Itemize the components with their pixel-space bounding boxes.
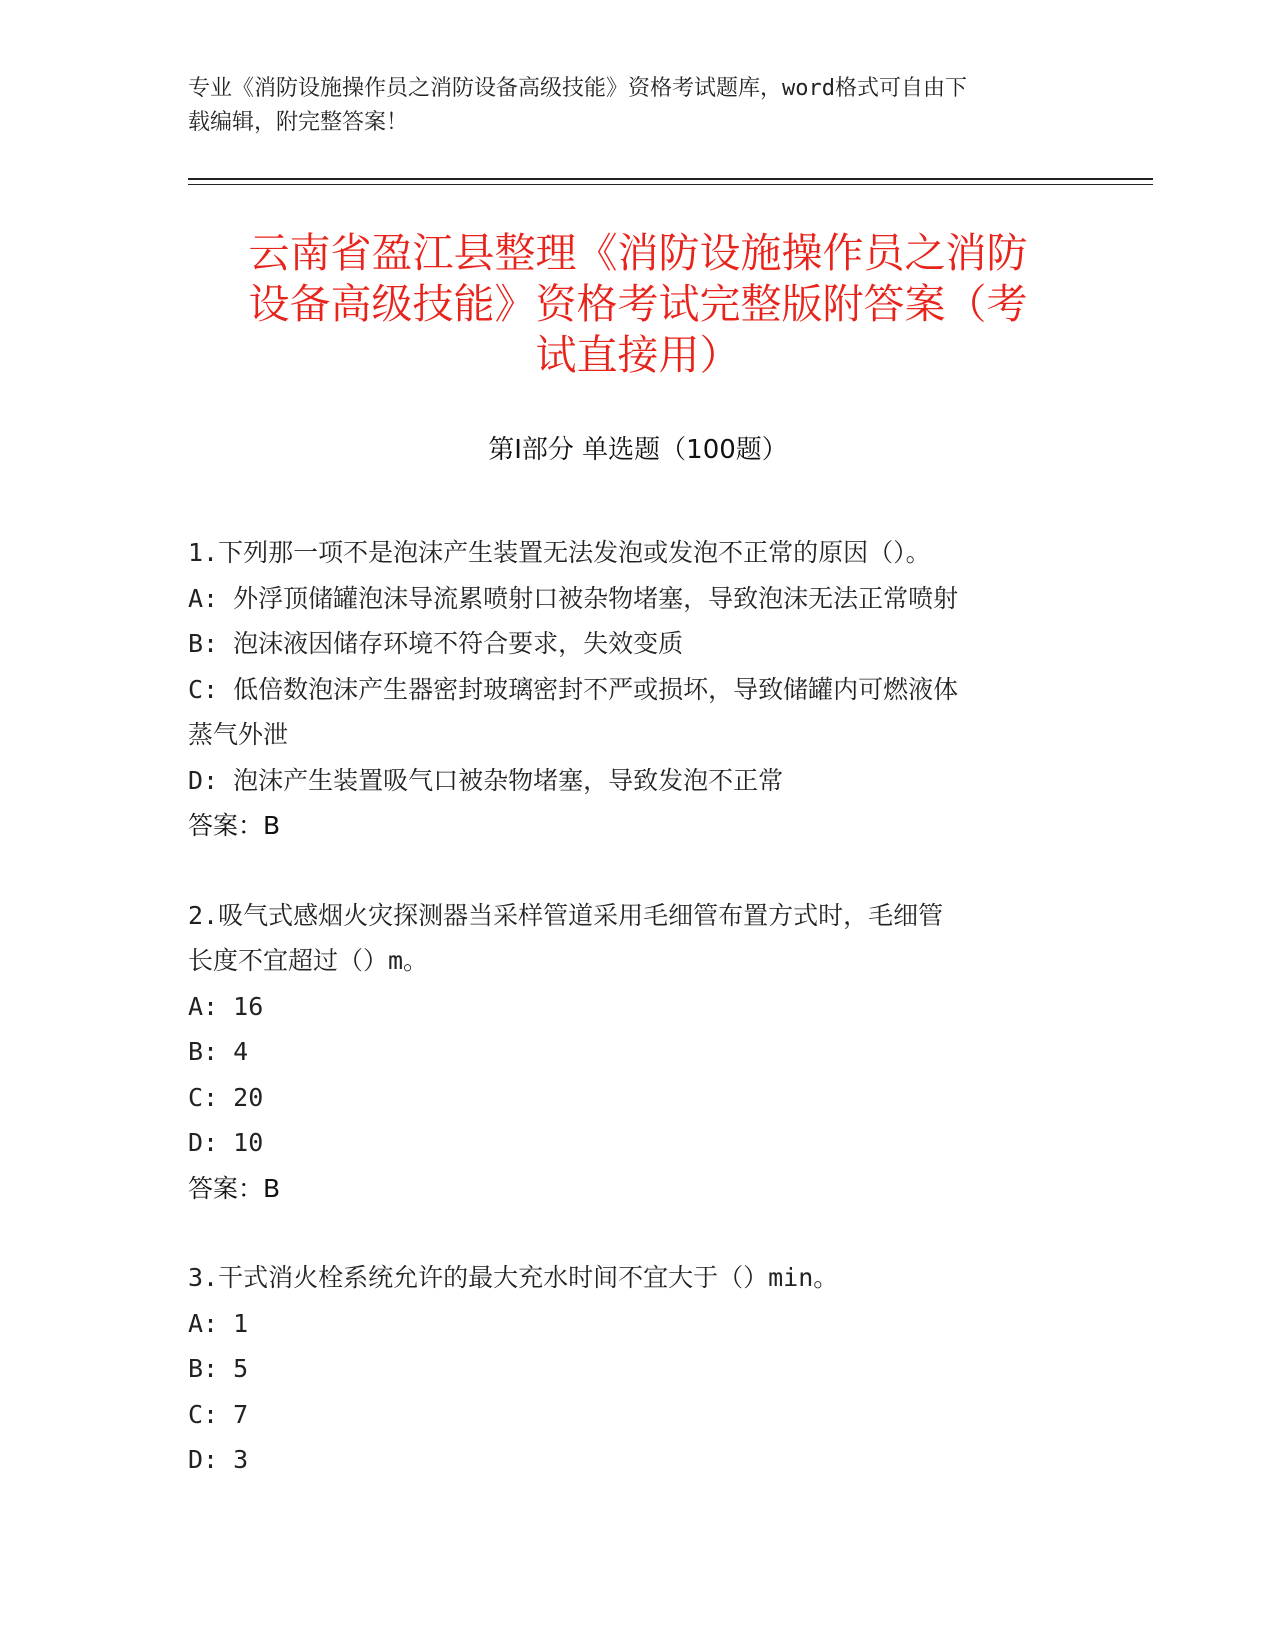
- header-note-line-1: 专业《消防设施操作员之消防设备高级技能》资格考试题库，word格式可自由下: [188, 76, 967, 101]
- option-c: C: 20: [188, 1082, 264, 1112]
- question-stem: 1.下列那一项不是泡沫产生装置无法发泡或发泡不正常的原因（）。: [188, 538, 931, 567]
- answer: 答案：B: [188, 811, 281, 840]
- question-stem: 2.吸气式感烟火灾探测器当采样管道采用毛细管布置方式时，毛细管: [188, 900, 944, 930]
- document-title-line-1: 云南省盈江县整理《消防设施操作员之消防: [248, 229, 1028, 277]
- option-a: A: 1: [188, 1308, 249, 1338]
- option-d: D: 10: [188, 1128, 264, 1157]
- question-stem: 3.干式消火栓系统允许的最大充水时间不宜大于（）min。: [188, 1263, 839, 1292]
- document-title-line-3: 试直接用）: [535, 331, 741, 379]
- document-title-line-2: 设备高级技能》资格考试完整版附答案（考: [248, 280, 1028, 328]
- section-title: 第Ⅰ部分 单选题（100题）: [488, 435, 788, 465]
- question-3: [188, 1255, 1088, 1483]
- option-d: D: 3: [188, 1445, 249, 1474]
- option-d: D: 泡沫产生装置吸气口被杂物堵塞，导致发泡不正常: [188, 765, 784, 795]
- question-list: [188, 530, 1088, 1527]
- header-note: [188, 72, 1088, 140]
- question-stem-continuation: 长度不宜超过（）m。: [188, 946, 429, 975]
- question-2: [188, 893, 1088, 1212]
- header-note-line-2: 载编辑，附完整答案！: [188, 110, 409, 135]
- question-1: [188, 530, 1088, 849]
- option-b: B: 4: [188, 1037, 249, 1066]
- option-a: A: 外浮顶储罐泡沫导流累喷射口被杂物堵塞，导致泡沫无法正常喷射: [188, 583, 959, 613]
- option-b: B: 泡沫液因储存环境不符合要求，失效变质: [188, 629, 684, 658]
- option-b: B: 5: [188, 1354, 249, 1383]
- option-c-continuation: 蒸气外泄: [188, 720, 289, 749]
- header-divider-thick: [188, 178, 1153, 180]
- header-divider-thin: [188, 184, 1153, 185]
- document-title: [188, 228, 1088, 381]
- option-c: C: 低倍数泡沫产生器密封玻璃密封不严或损坏，导致储罐内可燃液体: [188, 674, 959, 704]
- option-c: C: 7: [188, 1399, 249, 1429]
- answer: 答案：B: [188, 1173, 281, 1203]
- option-a: A: 16: [188, 991, 264, 1021]
